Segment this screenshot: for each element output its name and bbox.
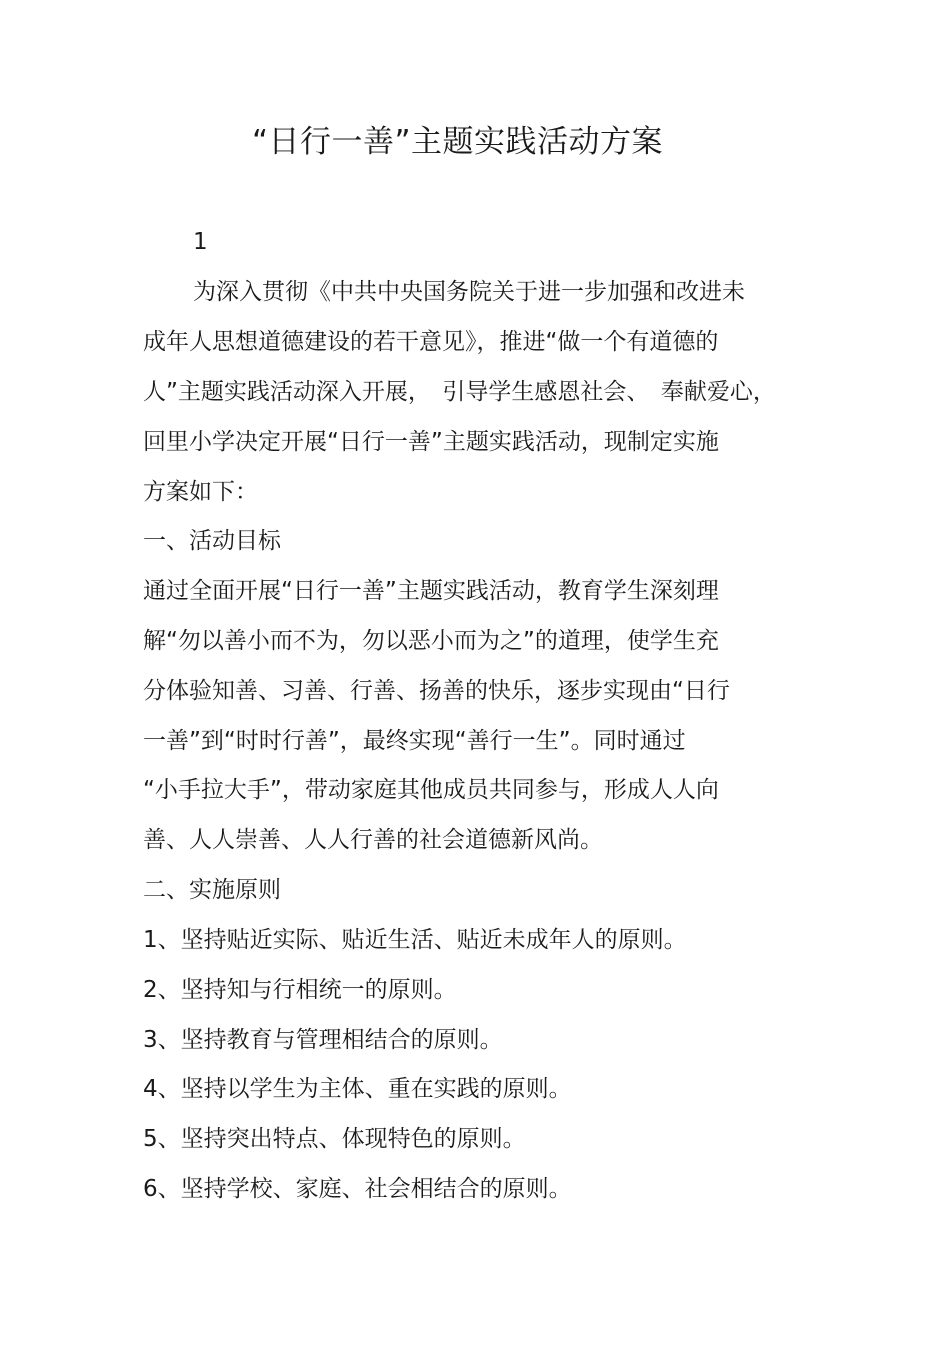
document-title: “日行一善”主题实践活动方案 — [251, 124, 664, 160]
paragraph-line: 善、人人崇善、人人行善的社会道德新风尚。 — [143, 827, 603, 853]
list-item: 2、坚持知与行相统一的原则。 — [143, 977, 457, 1003]
list-item: 3、坚持教育与管理相结合的原则。 — [143, 1027, 503, 1053]
intro-line: 成年人思想道德建设的若干意见》，推进“做一个有道德的 — [143, 329, 719, 355]
list-item: 4、坚持以学生为主体、重在实践的原则。 — [143, 1076, 572, 1102]
intro-line: 方案如下： — [143, 479, 258, 505]
page-number: 1 — [193, 229, 208, 255]
paragraph-line: 分体验知善、习善、行善、扬善的快乐，逐步实现由“日行 — [143, 678, 730, 704]
paragraph-line: 通过全面开展“日行一善”主题实践活动，教育学生深刻理 — [143, 578, 719, 604]
intro-line: 回里小学决定开展“日行一善”主题实践活动，现制定实施 — [143, 429, 719, 455]
paragraph-line: 一善”到“时时行善”，最终实现“善行一生”。同时通过 — [143, 728, 686, 754]
intro-line: 为深入贯彻《中共中央国务院关于进一步加强和改进未 — [193, 279, 745, 305]
list-item: 6、坚持学校、家庭、社会相结合的原则。 — [143, 1176, 572, 1202]
paragraph-line: “小手拉大手”，带动家庭其他成员共同参与，形成人人向 — [143, 777, 719, 803]
section-heading-principles: 二、实施原则 — [143, 877, 281, 903]
intro-line: 人”主题实践活动深入开展， 引导学生感恩社会、 奉献爱心， — [143, 379, 776, 405]
section-heading-goals: 一、活动目标 — [143, 528, 281, 554]
list-item: 1、坚持贴近实际、贴近生活、贴近未成年人的原则。 — [143, 927, 687, 953]
paragraph-line: 解“勿以善小而不为，勿以恶小而为之”的道理，使学生充 — [143, 628, 719, 654]
list-item: 5、坚持突出特点、体现特色的原则。 — [143, 1126, 526, 1152]
